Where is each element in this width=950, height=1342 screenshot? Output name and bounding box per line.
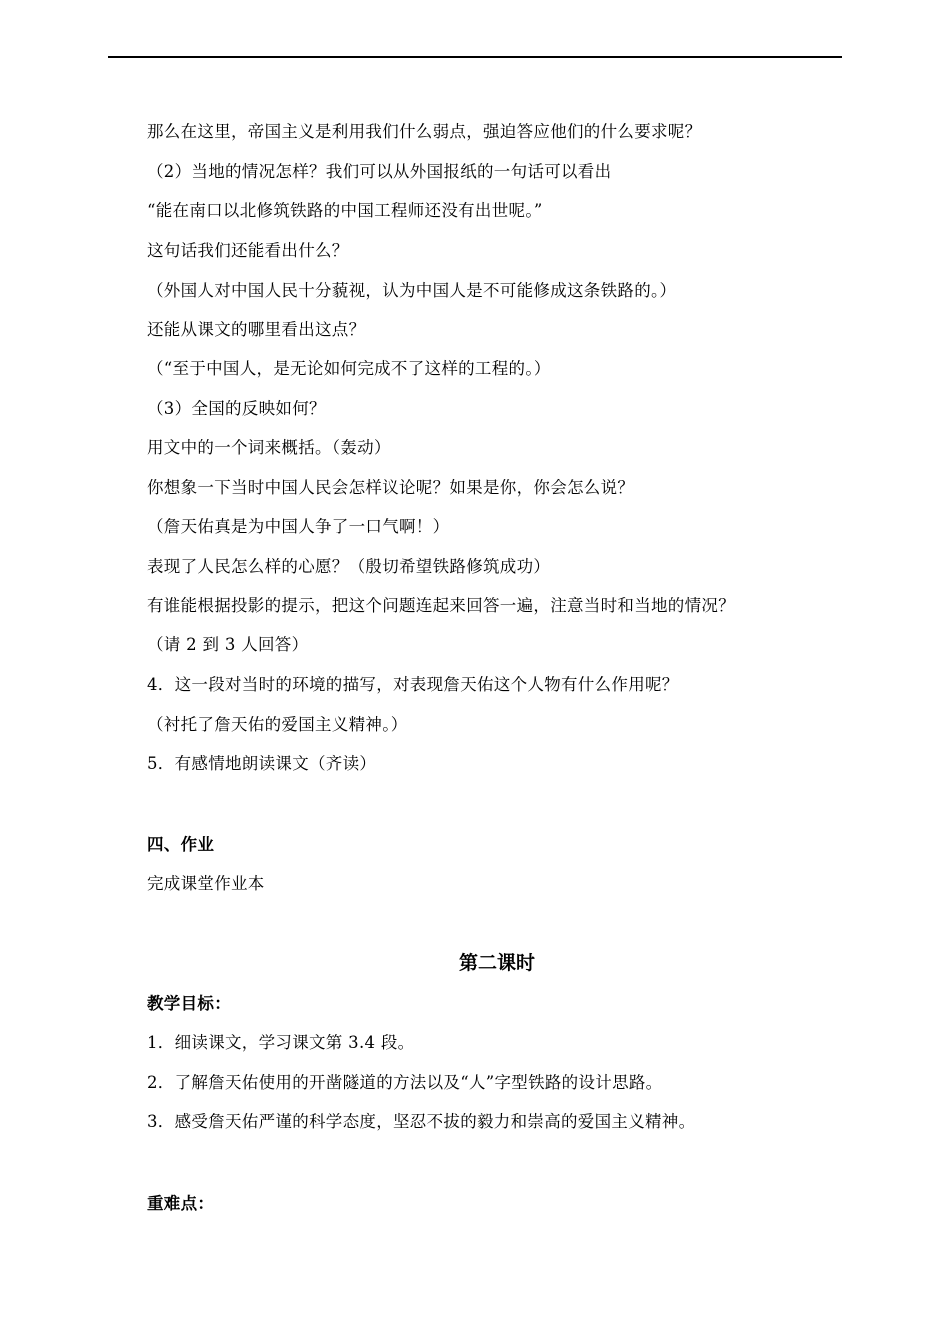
text-line: （请 2 到 3 人回答） bbox=[147, 635, 309, 654]
text-line: 5．有感情地朗读课文（齐读） bbox=[147, 754, 377, 773]
text-line: （詹天佑真是为中国人争了一口气啊！） bbox=[147, 517, 450, 536]
text-line: （3）全国的反映如何？ bbox=[147, 399, 326, 418]
text-line: （“至于中国人，是无论如何完成不了这样的工程的。） bbox=[147, 359, 551, 378]
objective-item: 2．了解詹天佑使用的开凿隧道的方法以及“人”字型铁路的设计思路。 bbox=[147, 1073, 663, 1092]
text-line: “能在南口以北修筑铁路的中国工程师还没有出世呢。” bbox=[147, 201, 543, 220]
text-line: 有谁能根据投影的提示，把这个问题连起来回答一遍，注意当时和当地的情况？ bbox=[147, 596, 735, 615]
key-points-heading: 重难点： bbox=[147, 1194, 215, 1213]
objective-item: 1．细读课文，学习课文第 3.4 段。 bbox=[147, 1033, 415, 1052]
text-line: 表现了人民怎么样的心愿？（殷切希望铁路修筑成功） bbox=[147, 557, 551, 576]
objective-item: 3．感受詹天佑严谨的科学态度，坚忍不拔的毅力和崇高的爱国主义精神。 bbox=[147, 1112, 696, 1131]
header-rule bbox=[108, 56, 842, 58]
homework-heading: 四、作业 bbox=[147, 835, 215, 854]
text-line: 4．这一段对当时的环境的描写，对表现詹天佑这个人物有什么作用呢？ bbox=[147, 675, 679, 694]
text-line: （衬托了詹天佑的爱国主义精神。） bbox=[147, 715, 408, 734]
lesson-title: 第二课时 bbox=[458, 952, 535, 974]
text-line: （外国人对中国人民十分藐视，认为中国人是不可能修成这条铁路的。） bbox=[147, 281, 677, 300]
text-line: （2）当地的情况怎样？我们可以从外国报纸的一句话可以看出 bbox=[147, 162, 612, 181]
text-line: 还能从课文的哪里看出这点？ bbox=[147, 320, 366, 339]
text-line: 那么在这里，帝国主义是利用我们什么弱点，强迫答应他们的什么要求呢？ bbox=[147, 122, 702, 141]
text-line: 这句话我们还能看出什么？ bbox=[147, 241, 349, 260]
objectives-heading: 教学目标： bbox=[147, 994, 231, 1013]
homework-text: 完成课堂作业本 bbox=[147, 874, 265, 893]
text-line: 用文中的一个词来概括。（轰动） bbox=[147, 438, 391, 457]
text-line: 你想象一下当时中国人民会怎样议论呢？如果是你，你会怎么说？ bbox=[147, 478, 635, 497]
